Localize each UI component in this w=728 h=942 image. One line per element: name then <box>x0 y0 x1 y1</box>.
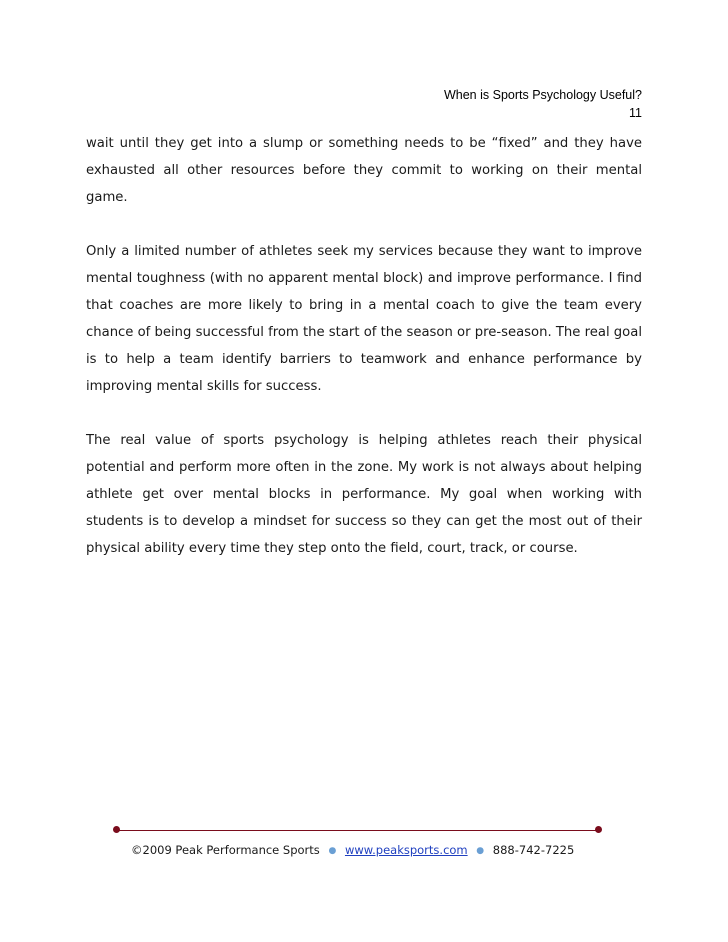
page-header <box>444 86 642 122</box>
footer-website-link[interactable]: www.peaksports.com <box>344 843 468 857</box>
paragraph-2: Only a limited number of athletes seek my services because they want to improve mental toughness (with no apparent mental block) and improve performance. I find that coaches are more likely to bring in a mental coach to give the team every chance of being successful from the start of the season or pre-season. The real goal is to help a team identify barriers to teamwork and enhance performance by improving mental skills for success. <box>86 244 642 394</box>
footer-separator-bullet-icon: ● <box>476 846 485 856</box>
footer <box>131 842 574 860</box>
header-title: When is Sports Psychology Useful? <box>443 88 642 102</box>
paragraph-1: wait until they get into a slump or something needs to be “fixed” and they have exhausted all other resources before they commit to working on their mental game. <box>86 136 642 205</box>
footer-rule-right-dot <box>595 826 602 833</box>
body-text <box>86 130 642 589</box>
paragraph-3: The real value of sports psychology is helping athletes reach their physical potential and perform more often in the zone. My work is not always about helping athlete get over mental blocks in performance. My goal when working with students is to develop a mindset for success so they can get the most out of their physical ability every time they step onto the field, court, track, or course. <box>86 433 642 556</box>
footer-phone: 888-742-7225 <box>492 843 575 857</box>
footer-separator-bullet-icon: ● <box>328 846 337 856</box>
page-number: 11 <box>629 106 642 120</box>
footer-copyright: ©2009 Peak Performance Sports <box>131 843 320 857</box>
footer-rule <box>117 830 599 831</box>
